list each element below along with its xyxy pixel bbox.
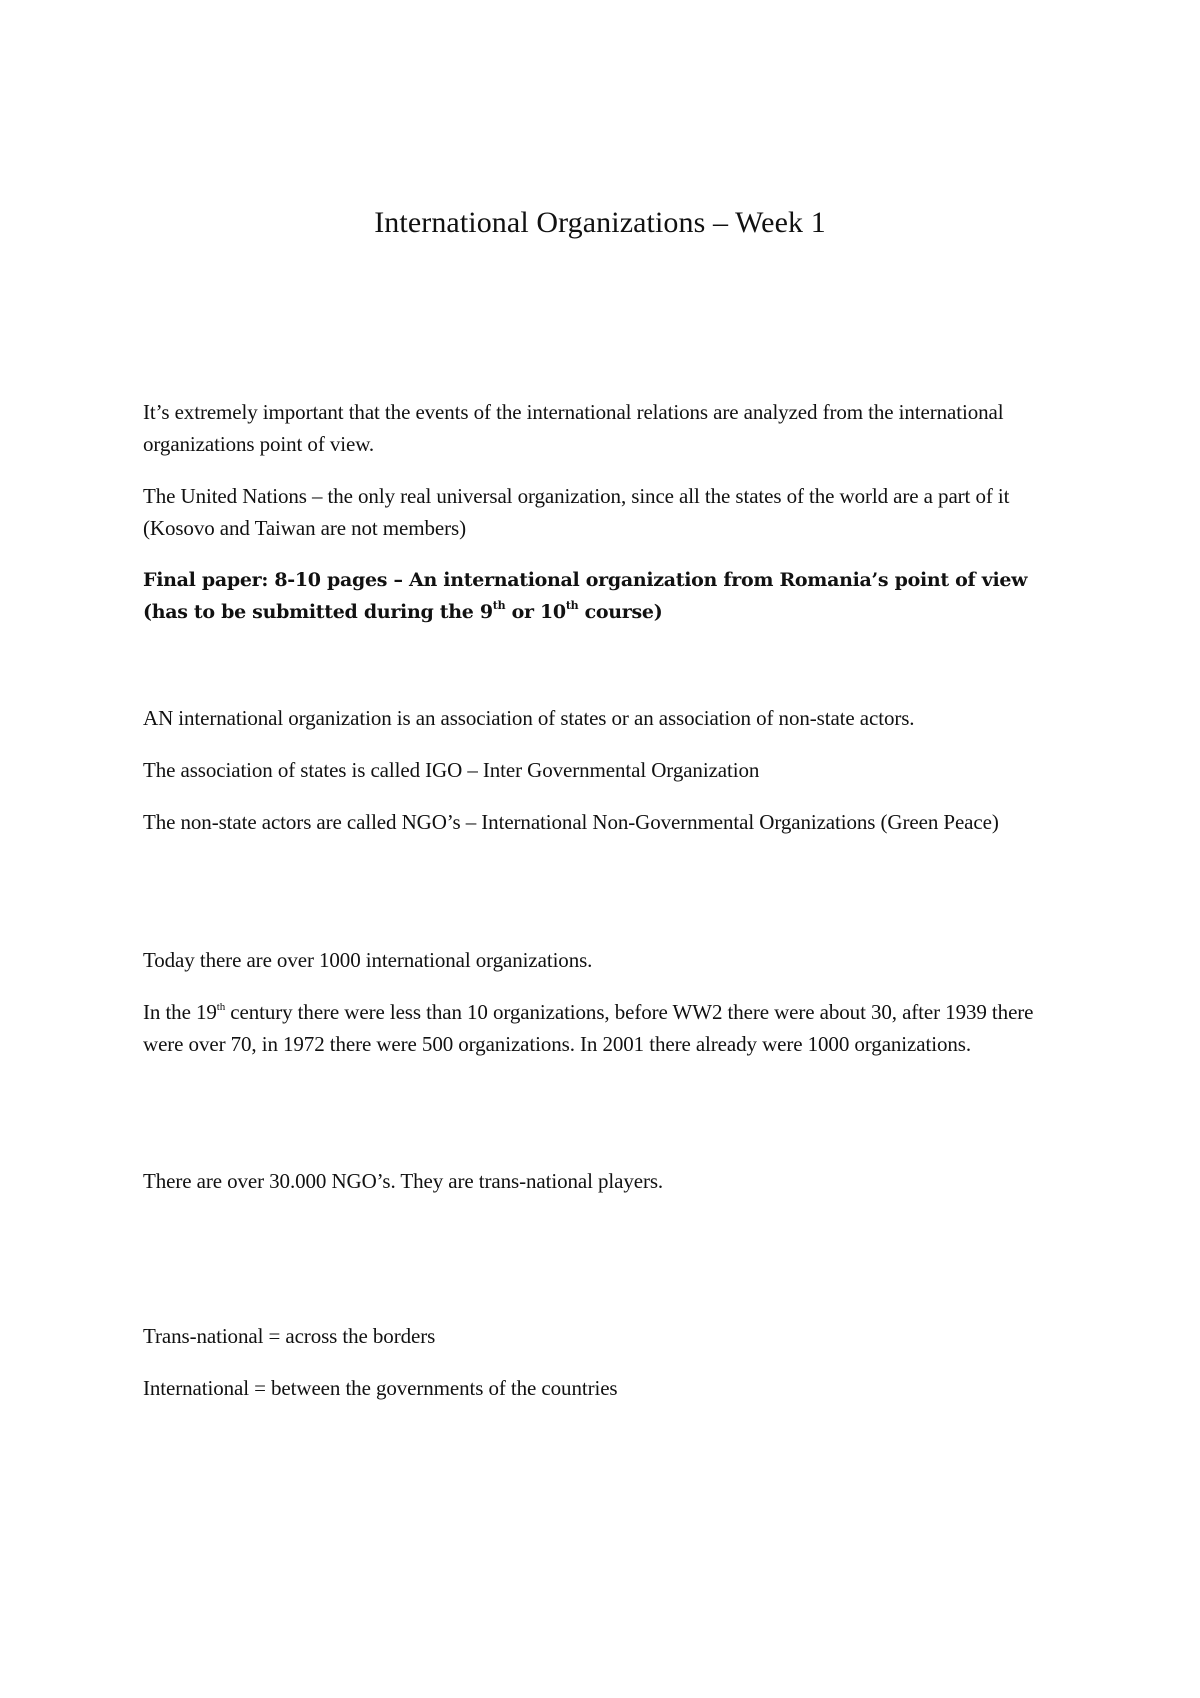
history-text-1: In the 19 <box>143 1000 217 1024</box>
paragraph-igo: The association of states is called IGO – Inter Governmental Organization <box>143 758 760 782</box>
final-paper-text-3: course) <box>578 601 663 623</box>
paragraph-final-paper <box>143 564 1063 628</box>
final-paper-text-1: Final paper: 8-10 pages – An international organization from Romania’s point of view (has to be submitted during the 9 <box>143 569 1028 623</box>
paragraph-importance: It’s extremely important that the events of the international relations are analyzed from the international organizations point of view. <box>143 400 1004 456</box>
final-paper-superscript-1: th <box>492 599 506 612</box>
paragraph-trans-national: Trans-national = across the borders <box>143 1324 436 1348</box>
final-paper-text-2: or 10 <box>505 601 566 623</box>
history-superscript: th <box>216 1001 226 1013</box>
paragraph-ngo: The non-state actors are called NGO’s – International Non-Governmental Organizations (Green Peace) <box>143 810 999 834</box>
paragraph-international: International = between the governments of the countries <box>143 1376 618 1400</box>
document-title: International Organizations – Week 1 <box>374 206 826 239</box>
paragraph-united-nations: The United Nations – the only real universal organization, since all the states of the world are a part of it (Kosovo and Taiwan are not members) <box>143 484 1010 540</box>
paragraph-today-count: Today there are over 1000 international organizations. <box>143 948 593 972</box>
history-text-2: century there were less than 10 organizations, before WW2 there were about 30, after 1939 there were over 70, in 1972 there were 500 organizations. In 2001 there already were 1000 organizations. <box>143 1000 1034 1056</box>
paragraph-definition: AN international organization is an association of states or an association of non-state actors. <box>143 706 915 730</box>
final-paper-superscript-2: th <box>565 599 579 612</box>
paragraph-history <box>143 996 1063 1060</box>
paragraph-ngo-count: There are over 30.000 NGO’s. They are trans-national players. <box>143 1169 664 1193</box>
